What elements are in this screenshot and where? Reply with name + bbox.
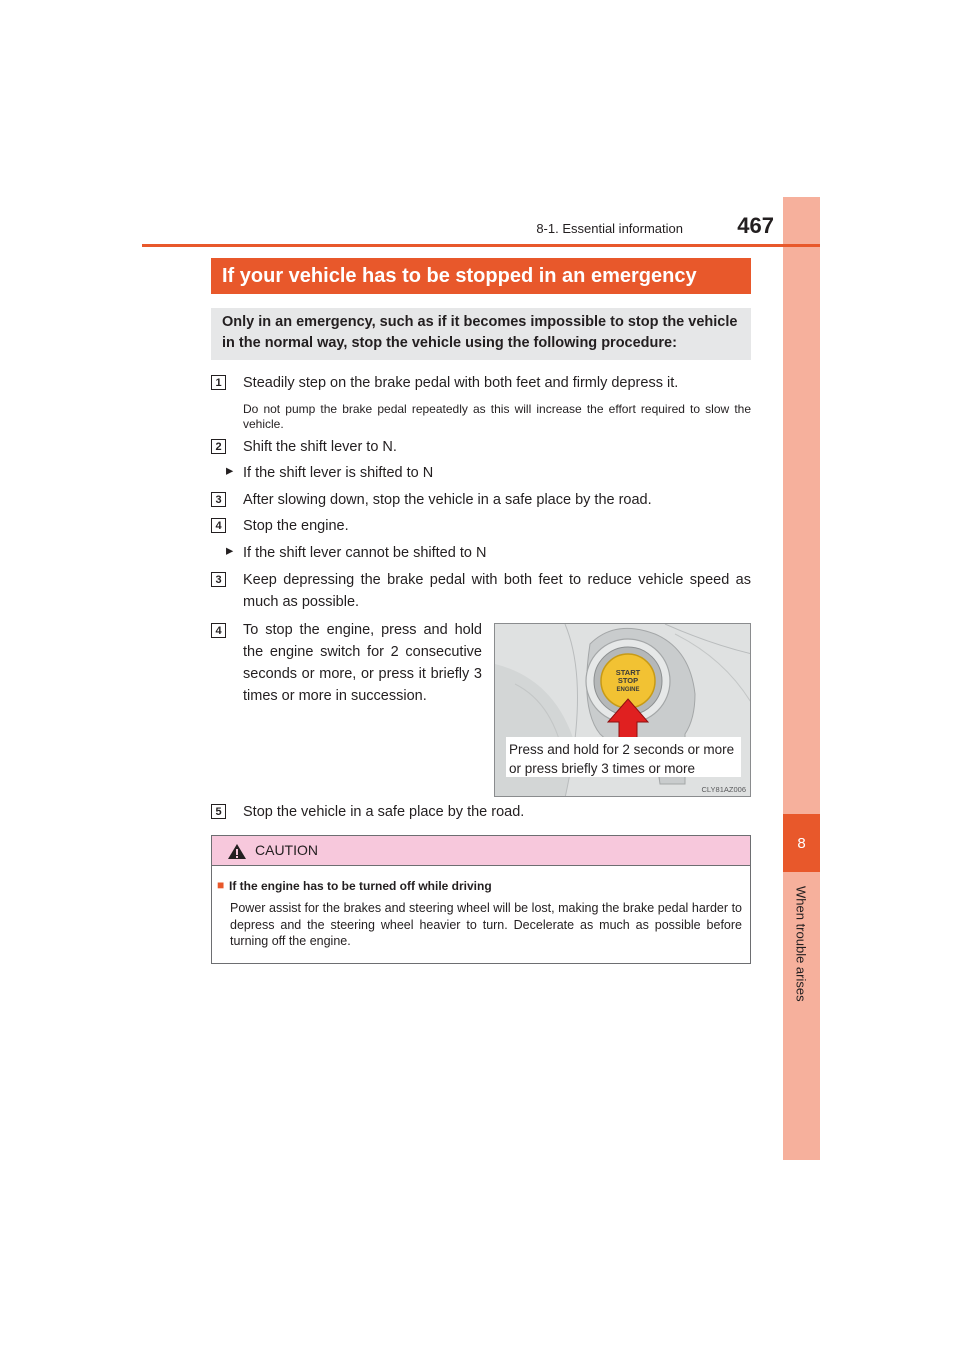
step-text: After slowing down, stop the vehicle in a safe place by the road. — [243, 492, 652, 508]
caution-header — [212, 836, 750, 866]
step-badge: 3 — [211, 492, 226, 507]
page-title: If your vehicle has to be stopped in an emergency — [211, 258, 751, 294]
warning-triangle-icon — [227, 843, 247, 860]
step-badge: 4 — [211, 623, 226, 638]
engine-switch-illustration — [495, 624, 751, 797]
caution-label: CAUTION — [255, 842, 318, 858]
chapter-number: 8 — [783, 814, 820, 872]
svg-text:or press briefly 3 times or mo: or press briefly 3 times or more — [509, 761, 696, 776]
step-text: Steadily step on the brake pedal with both feet and firmly depress it. — [243, 375, 679, 391]
caution-body: Power assist for the brakes and steering wheel will be lost, making the brake pedal harder to depress and the steering wheel heavier to turn. Decelerate as much as possible before turning off the engine. — [230, 901, 742, 948]
intro-box: Only in an emergency, such as if it becomes impossible to stop the vehicle in the normal way, stop the vehicle using the following procedure: — [211, 308, 751, 360]
square-bullet-icon: ■ — [217, 878, 225, 892]
side-tab — [783, 197, 820, 1160]
step-text: Keep depressing the brake pedal with both feet to reduce vehicle speed as much as possible. — [243, 572, 751, 610]
header-rule — [142, 244, 820, 247]
step-note: Do not pump the brake pedal repeatedly as this will increase the effort required to slow the vehicle. — [243, 402, 751, 431]
svg-text:ENGINE: ENGINE — [616, 687, 640, 693]
step-text: Stop the vehicle in a safe place by the road. — [243, 804, 525, 820]
sub-heading: If the shift lever is shifted to N — [243, 465, 434, 481]
bullet-arrow-icon: ▸ — [226, 543, 234, 559]
svg-text:START: START — [615, 668, 641, 677]
caution-box — [211, 835, 751, 964]
step-text: To stop the engine, press and hold the engine switch for 2 consecutive seconds or more, or press it briefly 3 times or more in succession. — [243, 622, 482, 704]
step-badge: 3 — [211, 572, 226, 587]
chapter-label: When trouble arises — [793, 886, 809, 1002]
step-text: Shift the shift lever to N. — [243, 439, 397, 455]
caution-subheading: If the engine has to be turned off while driving — [229, 879, 492, 893]
step-badge: 5 — [211, 804, 226, 819]
step-text: Stop the engine. — [243, 518, 349, 534]
page-number: 467 — [737, 213, 774, 238]
step-badge: 4 — [211, 518, 226, 533]
engine-switch-figure — [494, 623, 751, 797]
section-title: 8-1. Essential information — [536, 221, 683, 236]
step-badge: 2 — [211, 439, 226, 454]
svg-text:STOP: STOP — [617, 676, 639, 685]
svg-text:Press and hold for 2 seconds o: Press and hold for 2 seconds or more — [509, 742, 735, 757]
bullet-arrow-icon: ▸ — [226, 463, 234, 479]
svg-text:CLY81AZ006: CLY81AZ006 — [701, 785, 746, 794]
step-badge: 1 — [211, 375, 226, 390]
sub-heading: If the shift lever cannot be shifted to N — [243, 545, 487, 561]
